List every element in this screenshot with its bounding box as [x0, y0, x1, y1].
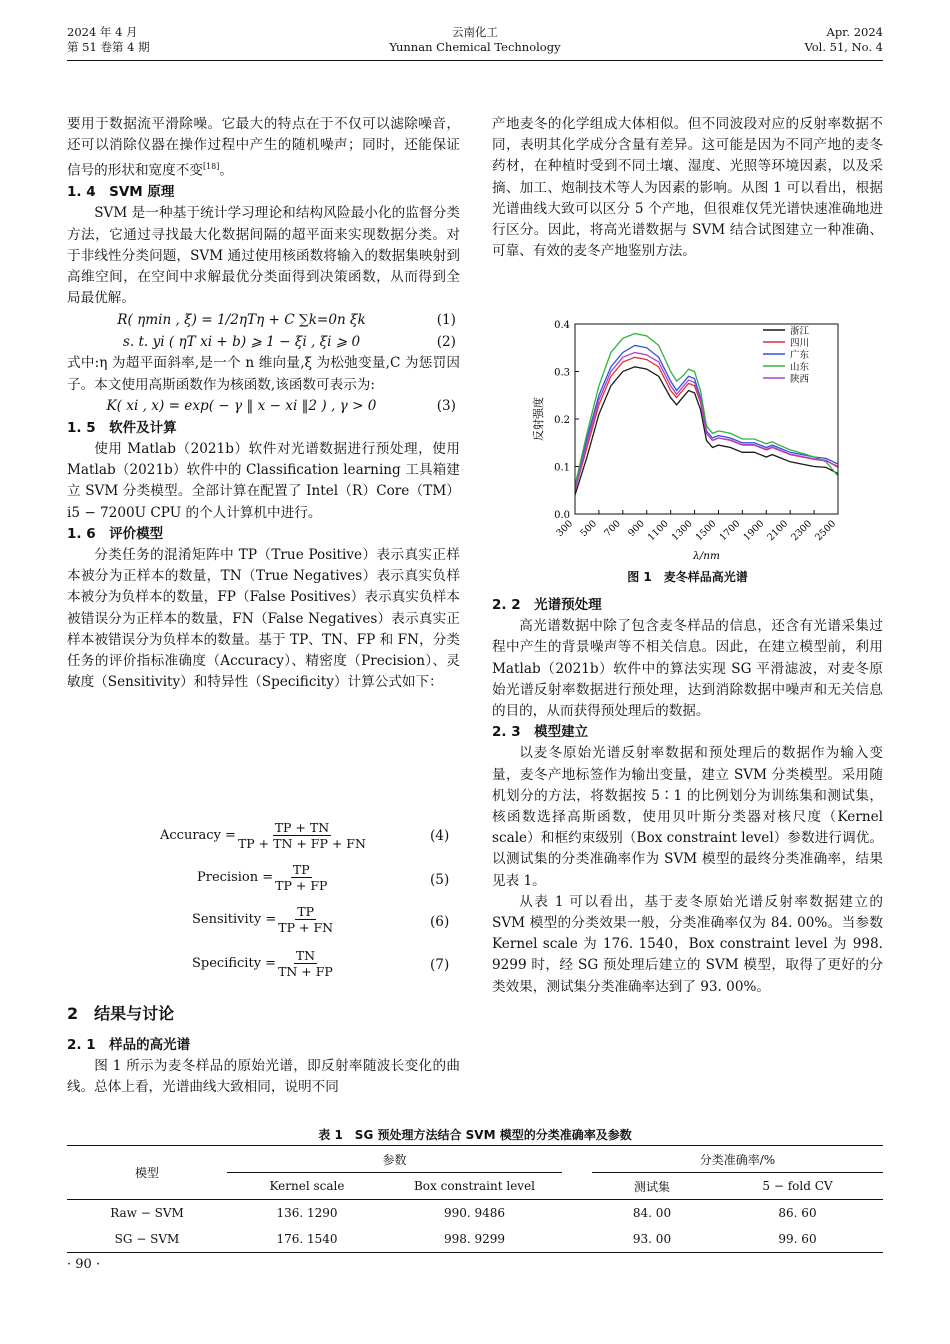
header-rule: [67, 60, 883, 61]
paragraph-results: 从表 1 可以看出，基于麦冬原始光谱反射率数据建立的 SVM 模型的分类效果一般，分类准确率仅为 84. 00%。当参数 Kernel scale 为 176. 1540，Box constraint level 为 998. 9299 时，经 SG 预处理后建立的 SVM 模型，取得了更好的分类效果，测试集分类准确率达到了 93. 00%。: [492, 893, 883, 995]
equation-2: s. t. yi ( ηT xi + b) ⩾ 1 − ξi , ξi ⩾ 0 (2): [122, 333, 456, 350]
header-right: [804, 25, 883, 55]
right-column-top: [492, 114, 883, 262]
paragraph-svm: SVM 是一种基于统计学习理论和结构风险最小化的监督分类方法，它通过寻找最大化数据间隔的超平面来实现数据分类。对于非线性分类问题，SVM 通过使用核函数将输入的数据集映射到高维空间，在空间中求解最优分类面得到决策函数，从而得到全局最优解。: [67, 205, 460, 307]
left-column: [67, 114, 460, 693]
header-volume: 第 51 卷第 4 期: [67, 40, 150, 54]
formula-6-number: (6): [430, 914, 450, 930]
formula-accuracy: Accuracy = $\frac{TP + TN}{TP + TN + FP + FN}$: [160, 820, 366, 851]
formula-specificity: Specificity = $\frac{TN}{TN + FP}$: [192, 948, 333, 979]
legend-label: 浙江: [790, 326, 810, 337]
journal-title-cn: 云南化工: [452, 25, 498, 39]
section-1-5-title: 1. 5 软件及计算: [67, 419, 177, 436]
x-tick-label: 1500: [693, 518, 719, 544]
paragraph-evaluation: 分类任务的混淆矩阵中 TP（True Positive）表示真实正样本被分为正样本的数量，TN（True Negatives）表示真实负样本被分为负样本的数量，FP（False Positives）表示真实负样本被错误分为正样本的数量，FN（False Negatives）表示真实正样本被错误分为负样本的数量。基于 TP、TN、FP 和 FN，分类任务的评价指标准确度（Accuracy）、精密度（Precision）、灵敏度（Sensitivity）和特异性（Specificity）计算公式如下：: [67, 546, 460, 691]
table-1: [67, 1145, 883, 1253]
x-tick-label: 1100: [645, 518, 671, 544]
legend-label: 山东: [790, 362, 810, 373]
journal-title-en: Yunnan Chemical Technology: [389, 40, 561, 54]
y-tick-label: 0.3: [554, 367, 570, 379]
equation-1: R( ηmin , ξ) = 1/2ηTη + C ∑k=0n ξk (1): [117, 311, 456, 328]
col-accuracy-header: 分类准确率/%: [592, 1146, 883, 1173]
cell-model: SG − SVM: [114, 1232, 180, 1246]
x-tick-label: 1700: [717, 518, 743, 544]
cell-test: 84. 00: [632, 1206, 672, 1220]
y-tick-label: 0.0: [554, 510, 570, 521]
formula-sensitivity: Sensitivity = $\frac{TP}{TP + FN}$: [192, 904, 334, 935]
x-tick-label: 1300: [669, 518, 695, 544]
paragraph-continued: 产地麦冬的化学组成大体相似。但不同波段对应的反射率数据不同，表明其化学成分含量有差异。这可能是因为不同产地的麦冬药材，在种植时受到不同土壤、湿度、光照等环境因素，以及采摘、加工、炮制技术等人为因素的影响。从图 1 可以看出，根据光谱曲线大致可以区分 5 个产地，但很难仅凭光谱快速准确地进行区分。因此，将高光谱数据与 SVM 结合试图建立一种准确、可靠、有效的麦冬产地鉴别方法。: [492, 116, 883, 260]
header-volume-en: Vol. 51, No. 4: [804, 40, 883, 54]
citation[interactable]: [18]: [202, 162, 220, 172]
x-tick-label: 900: [626, 518, 647, 539]
y-tick-label: 0.2: [554, 415, 570, 426]
formula-7-number: (7): [430, 957, 450, 973]
cell-kernel: 136. 1290: [276, 1206, 338, 1220]
formula-4-number: (4): [430, 828, 450, 844]
legend-label: 广东: [790, 350, 810, 361]
cell-cv: 99. 60: [778, 1232, 817, 1246]
col-test-header: 测试集: [633, 1179, 670, 1194]
right-column-bottom: [492, 595, 883, 998]
section-2-2-title: 2. 2 光谱预处理: [492, 597, 602, 613]
x-tick-label: 700: [602, 518, 623, 539]
cell-box: 990. 9486: [443, 1206, 506, 1220]
paragraph-software: 使用 Matlab（2021b）软件对光谱数据进行预处理，使用 Matlab（2021b）软件中的 Classification learning 工具箱建立 SVM 分类模型。全部计算在配置了 Intel（R）Core（TM）i5 − 7200U CPU 的个人计算机中进行。: [67, 440, 460, 521]
x-tick-label: 2300: [789, 518, 815, 544]
y-tick-label: 0.1: [554, 462, 570, 474]
header-left: [67, 25, 150, 55]
cell-box: 998. 9299: [443, 1232, 506, 1246]
x-tick-label: 1900: [741, 518, 767, 544]
legend-label: 四川: [790, 338, 810, 349]
col-params-header: 参数: [227, 1146, 562, 1173]
cell-model: Raw − SVM: [110, 1206, 184, 1220]
table-row: [67, 1226, 883, 1253]
legend-label: 陕西: [790, 374, 810, 385]
paragraph-model: 以麦冬原始光谱反射率数据和预处理后的数据作为输入变量，麦冬产地标签作为输出变量，建立 SVM 分类模型。采用随机划分的方法，将数据按 5∶1 的比例划分为训练集和测试集，核函数选择高斯函数，使用贝叶斯分类器对核尺度（Kernel scale）和框约束级别（Box constraint level）参数进行调优。以测试集的分类准确率作为 SVM 模型的最终分类准确率，结果见表 1。: [492, 745, 883, 889]
figure-1-caption: 图 1 麦冬样品高光谱: [627, 570, 748, 584]
y-axis-label: 反射强度: [532, 397, 545, 441]
left-column-bottom: [67, 1035, 460, 1099]
x-axis-label: λ/nm: [693, 550, 720, 562]
table-row: [67, 1200, 883, 1227]
y-tick-label: 0.4: [554, 320, 570, 331]
equation-3: K( xi , x) = exp( − γ ‖ x − xi ‖2 ) , γ > 0 (3): [106, 398, 456, 415]
paragraph-spectra: 图 1 所示为麦冬样品的原始光谱，即反射率随波长变化的曲线。总体上看，光谱曲线大致相同，说明不同: [67, 1058, 460, 1096]
table-1-caption: 表 1 SG 预处理方法结合 SVM 模型的分类准确率及参数: [318, 1128, 632, 1142]
section-2-title: 2 结果与讨论: [67, 1004, 175, 1023]
x-tick-label: 2100: [765, 518, 791, 544]
x-tick-label: 2500: [813, 518, 839, 544]
section-2-3-title: 2. 3 模型建立: [492, 724, 589, 741]
spectra-chart: [530, 312, 850, 564]
cell-cv: 86. 60: [778, 1206, 817, 1220]
col-box-header: Box constraint level: [413, 1179, 536, 1193]
col-kernel-header: Kernel scale: [269, 1179, 345, 1193]
section-2-1-title: 2. 1 样品的高光谱: [67, 1037, 191, 1053]
col-model-header: 模型: [134, 1166, 159, 1180]
header-center: [330, 25, 620, 55]
section-1-4-title: 1. 4 SVM 原理: [67, 184, 175, 201]
paragraph-preprocess: 高光谱数据中除了包含麦冬样品的信息，还含有光谱采集过程中产生的背景噪声等不相关信息。因此，在建立模型前，利用 Matlab（2021b）软件中的算法实现 SG 平滑滤波，对麦冬原始光谱反射率数据进行预处理，达到消除数据中噪声和无关信息的目的，从而获得预处理后的数据。: [492, 618, 883, 720]
x-tick-label: 500: [578, 518, 600, 539]
results-table: [67, 1145, 883, 1253]
section-1-6-title: 1. 6 评价模型: [67, 525, 164, 542]
col-cv-header: 5 − fold CV: [762, 1179, 833, 1193]
paragraph-eq-explain: 式中:η 为超平面斜率,是一个 n 维向量,ξ 为松弛变量,C 为惩罚因子。本文使用高斯函数作为核函数,该函数可表示为:: [67, 355, 460, 393]
formula-5-number: (5): [430, 872, 450, 888]
cell-test: 93. 00: [632, 1232, 672, 1246]
x-tick-label: 300: [554, 518, 576, 539]
header-date: 2024 年 4 月: [67, 25, 138, 39]
formula-precision: Precision = $\frac{TP}{TP + FP}$: [197, 862, 328, 893]
paragraph-intro: 要用于数据流平滑除噪。它最大的特点在于不仅可以滤除噪音，还可以消除仪器在操作过程中产生的随机噪声；同时，还能保证信号的形状和宽度不变[18]。: [67, 116, 460, 179]
cell-kernel: 176. 1540: [276, 1232, 338, 1246]
header-date-en: Apr. 2024: [826, 25, 883, 39]
page-number: · 90 ·: [67, 1257, 101, 1272]
